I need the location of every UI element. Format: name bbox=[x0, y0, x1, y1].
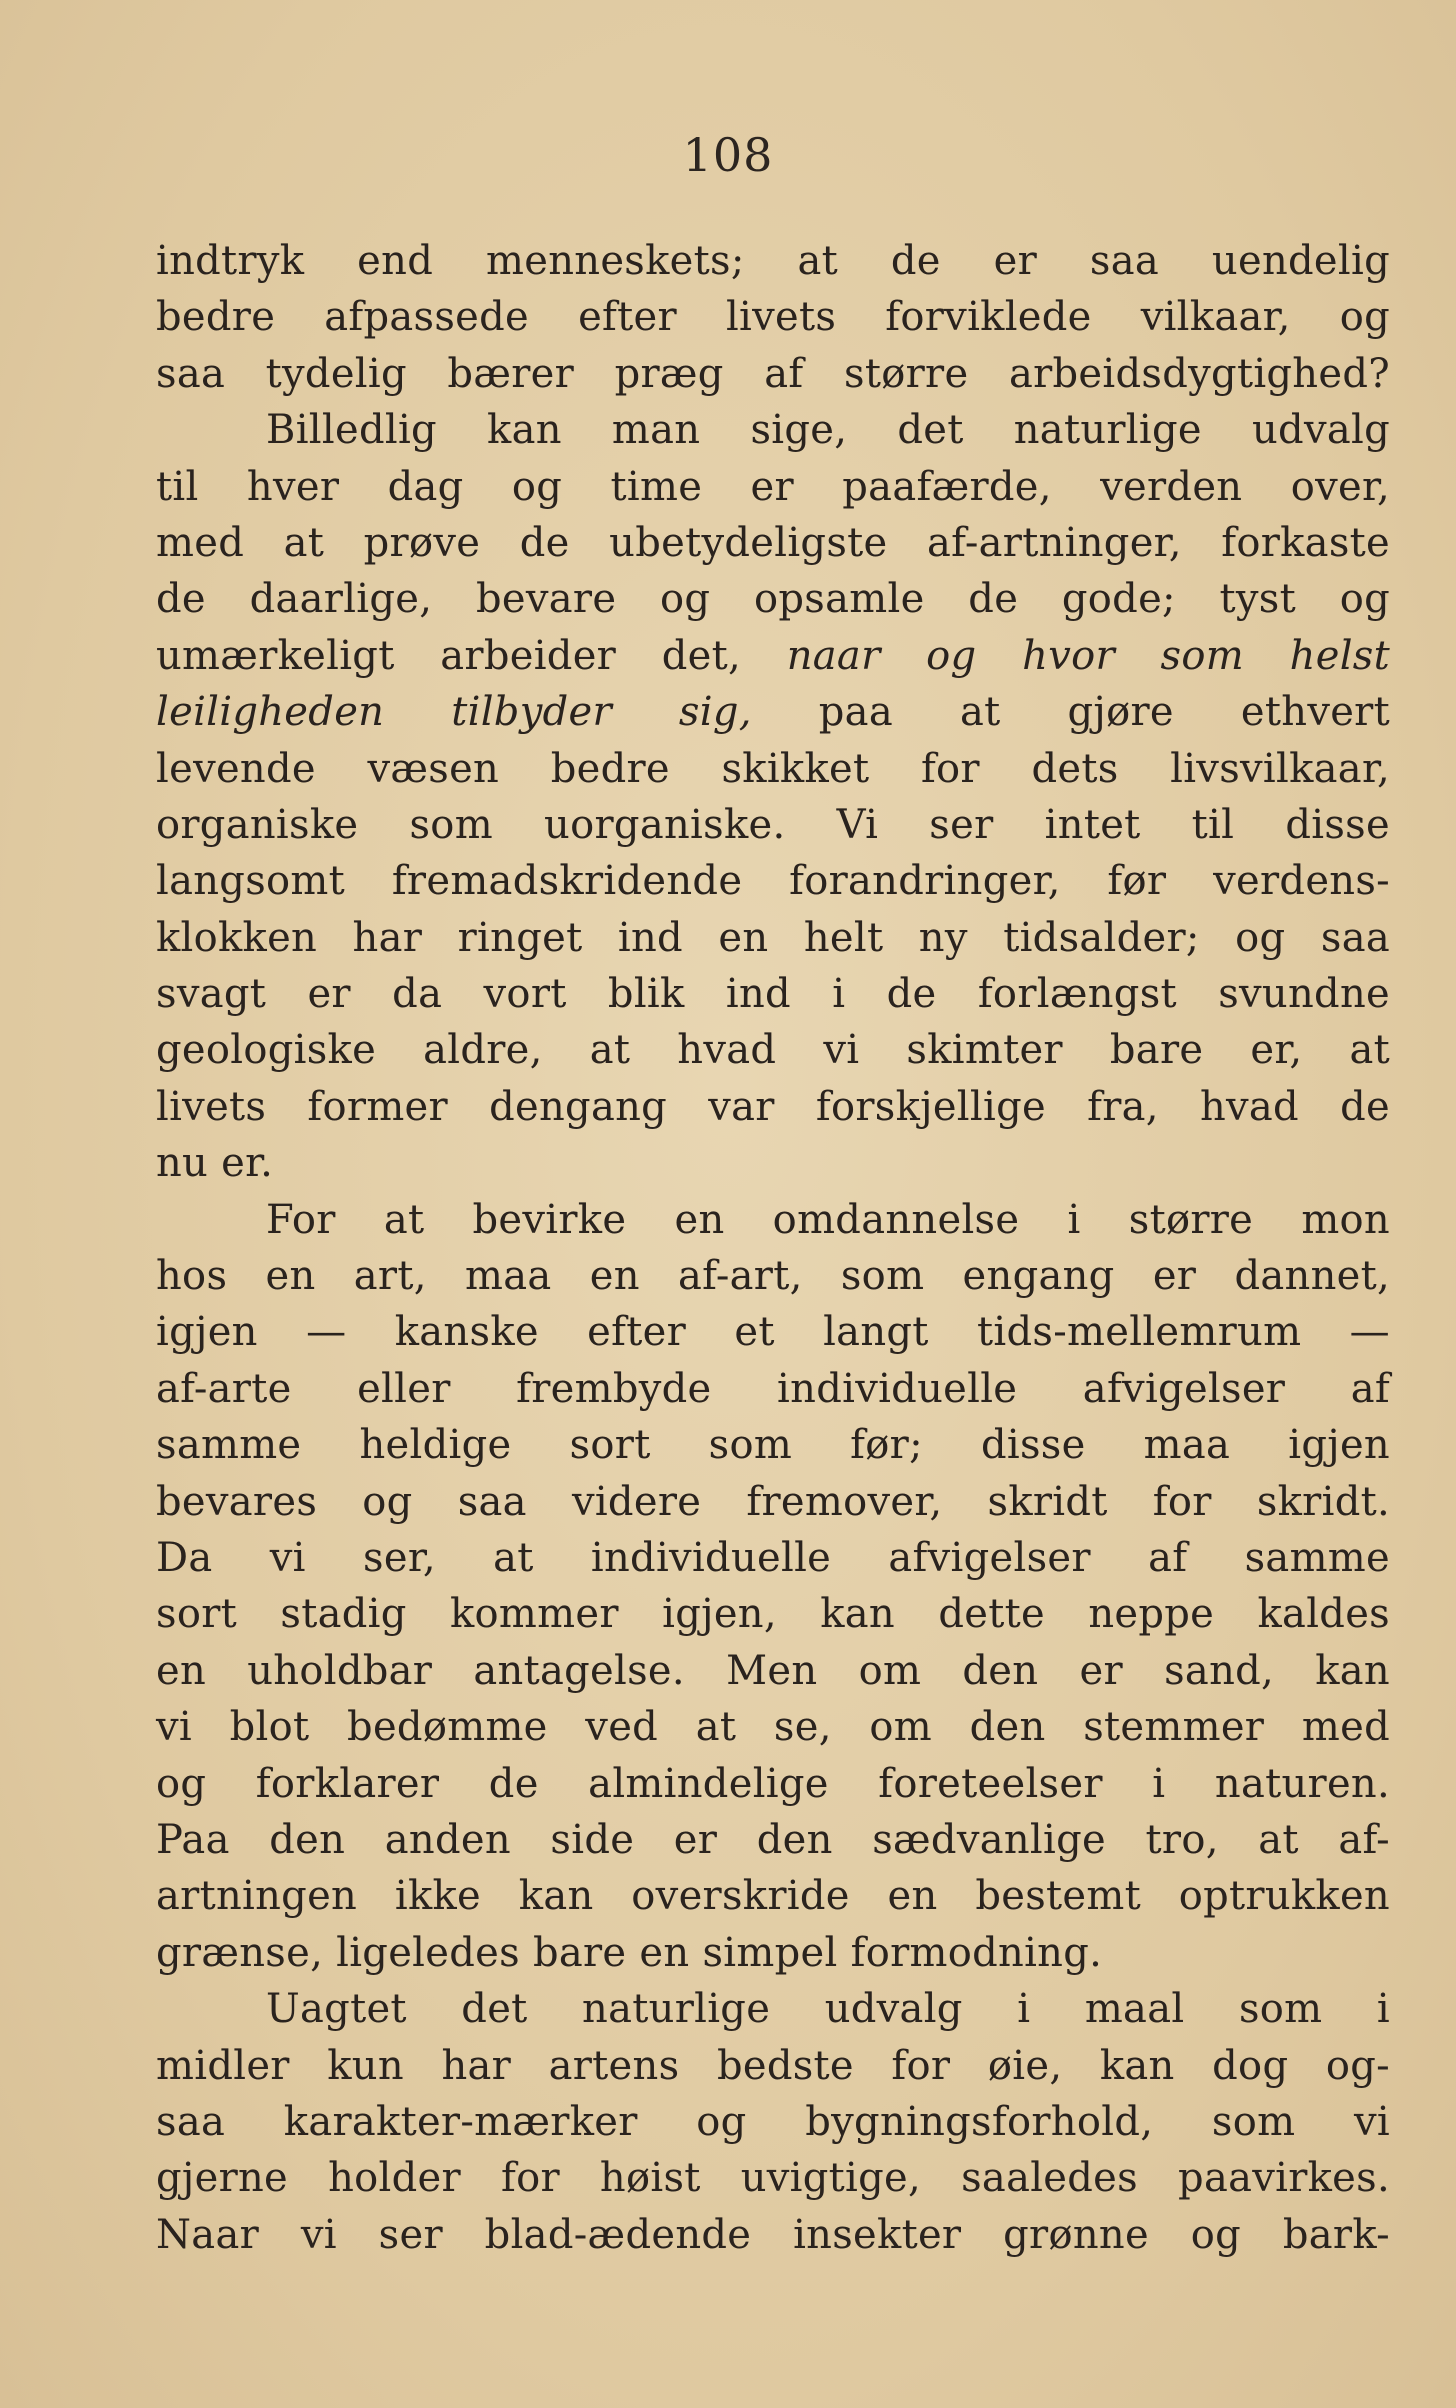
text-line bbox=[156, 2094, 1390, 2150]
text-line bbox=[156, 1304, 1390, 1360]
text-line bbox=[156, 797, 1390, 853]
text-line bbox=[156, 1643, 1390, 1699]
text-line bbox=[156, 910, 1390, 966]
text-line bbox=[156, 1812, 1390, 1868]
line-text: og forklarer de almindelige foreteelser i naturen. bbox=[156, 1760, 1390, 1807]
text-line bbox=[156, 628, 1390, 684]
line-text: med at prøve de ubetydeligste af-artninger, forkaste bbox=[156, 519, 1390, 566]
line-text: nu er. bbox=[156, 1140, 274, 1187]
line-text: gjerne holder for høist uvigtige, saaledes paavirkes. bbox=[156, 2155, 1390, 2202]
text-line bbox=[156, 1022, 1390, 1078]
line-text: samme heldige sort som før; disse maa igjen bbox=[156, 1422, 1390, 1469]
line-text: livets former dengang var forskjellige fra, hvad de bbox=[156, 1083, 1390, 1130]
text-line bbox=[156, 459, 1390, 515]
line-text: saa tydelig bærer præg af større arbeidsdygtighed? bbox=[156, 350, 1390, 397]
line-text: bedre afpassede efter livets forviklede vilkaar, og bbox=[156, 294, 1390, 341]
text-line bbox=[156, 402, 1390, 458]
text-line bbox=[156, 2150, 1390, 2206]
text-line bbox=[156, 741, 1390, 797]
text-line bbox=[156, 1586, 1390, 1642]
text-line bbox=[156, 853, 1390, 909]
line-text: umærkeligt arbeider det, bbox=[156, 632, 742, 679]
text-line bbox=[156, 1417, 1390, 1473]
text-line bbox=[156, 1361, 1390, 1417]
line-text: Billedlig kan man sige, det naturlige udvalg bbox=[266, 407, 1390, 454]
page-number: 108 bbox=[682, 128, 774, 182]
text-line bbox=[156, 233, 1390, 289]
italic-text: naar og hvor som helst bbox=[786, 632, 1390, 679]
line-text: levende væsen bedre skikket for dets livsvilkaar, bbox=[156, 745, 1390, 792]
text-line bbox=[156, 1530, 1390, 1586]
line-text: artningen ikke kan overskride en bestemt optrukken bbox=[156, 1873, 1390, 1920]
text-line bbox=[156, 1135, 1390, 1191]
line-text: langsomt fremadskridende forandringer, før verdens- bbox=[156, 858, 1390, 905]
text-line bbox=[156, 1248, 1390, 1304]
line-text: organiske som uorganiske. Vi ser intet til disse bbox=[156, 801, 1390, 848]
line-text: saa karakter-mærker og bygningsforhold, som vi bbox=[156, 2098, 1390, 2145]
line-text: For at bevirke en omdannelse i større mon bbox=[266, 1196, 1390, 1243]
text-line bbox=[156, 346, 1390, 402]
line-text: klokken har ringet ind en helt ny tidsalder; og saa bbox=[156, 914, 1390, 961]
line-text: Naar vi ser blad-ædende insekter grønne og bark- bbox=[156, 2211, 1390, 2258]
line-text: en uholdbar antagelse. Men om den er sand, kan bbox=[156, 1647, 1390, 1694]
text-line bbox=[156, 1756, 1390, 1812]
italic-text: leiligheden tilbyder sig, bbox=[156, 689, 752, 736]
text-line bbox=[156, 1925, 1390, 1981]
text-line bbox=[156, 1868, 1390, 1924]
line-text: af-arte eller frembyde individuelle afvigelser af bbox=[156, 1365, 1390, 1412]
text-line bbox=[156, 684, 1390, 740]
text-line bbox=[156, 966, 1390, 1022]
line-text: svagt er da vort blik ind i de forlængst svundne bbox=[156, 971, 1390, 1018]
line-text: geologiske aldre, at hvad vi skimter bare er, at bbox=[156, 1027, 1390, 1074]
text-line bbox=[156, 1079, 1390, 1135]
text-line bbox=[156, 1474, 1390, 1530]
line-text: de daarlige, bevare og opsamle de gode; tyst og bbox=[156, 576, 1390, 623]
line-text: Uagtet det naturlige udvalg i maal som i bbox=[266, 1986, 1390, 2033]
text-line bbox=[156, 2038, 1390, 2094]
text-line bbox=[156, 1699, 1390, 1755]
text-line bbox=[156, 2207, 1390, 2263]
text-line bbox=[156, 1192, 1390, 1248]
text-line bbox=[156, 571, 1390, 627]
text-line bbox=[156, 515, 1390, 571]
line-text: til hver dag og time er paafærde, verden over, bbox=[156, 463, 1390, 510]
line-text: vi blot bedømme ved at se, om den stemmer med bbox=[156, 1704, 1390, 1751]
text-line bbox=[156, 289, 1390, 345]
line-text: Paa den anden side er den sædvanlige tro, at af- bbox=[156, 1816, 1390, 1863]
line-text: paa at gjøre ethvert bbox=[818, 689, 1390, 736]
line-text: indtryk end menneskets; at de er saa uendelig bbox=[156, 238, 1390, 284]
line-text: hos en art, maa en af-art, som engang er dannet, bbox=[156, 1253, 1390, 1300]
body-text bbox=[156, 233, 1390, 2263]
line-text: sort stadig kommer igjen, kan dette neppe kaldes bbox=[156, 1591, 1390, 1638]
line-text: midler kun har artens bedste for øie, kan dog og- bbox=[156, 2042, 1390, 2089]
line-text: Da vi ser, at individuelle afvigelser af samme bbox=[156, 1534, 1390, 1581]
line-text: bevares og saa videre fremover, skridt for skridt. bbox=[156, 1478, 1390, 1525]
text-line bbox=[156, 1981, 1390, 2037]
line-text: igjen — kanske efter et langt tids-mellemrum — bbox=[156, 1309, 1390, 1356]
line-text: grænse, ligeledes bare en simpel formodning. bbox=[156, 1929, 1103, 1976]
